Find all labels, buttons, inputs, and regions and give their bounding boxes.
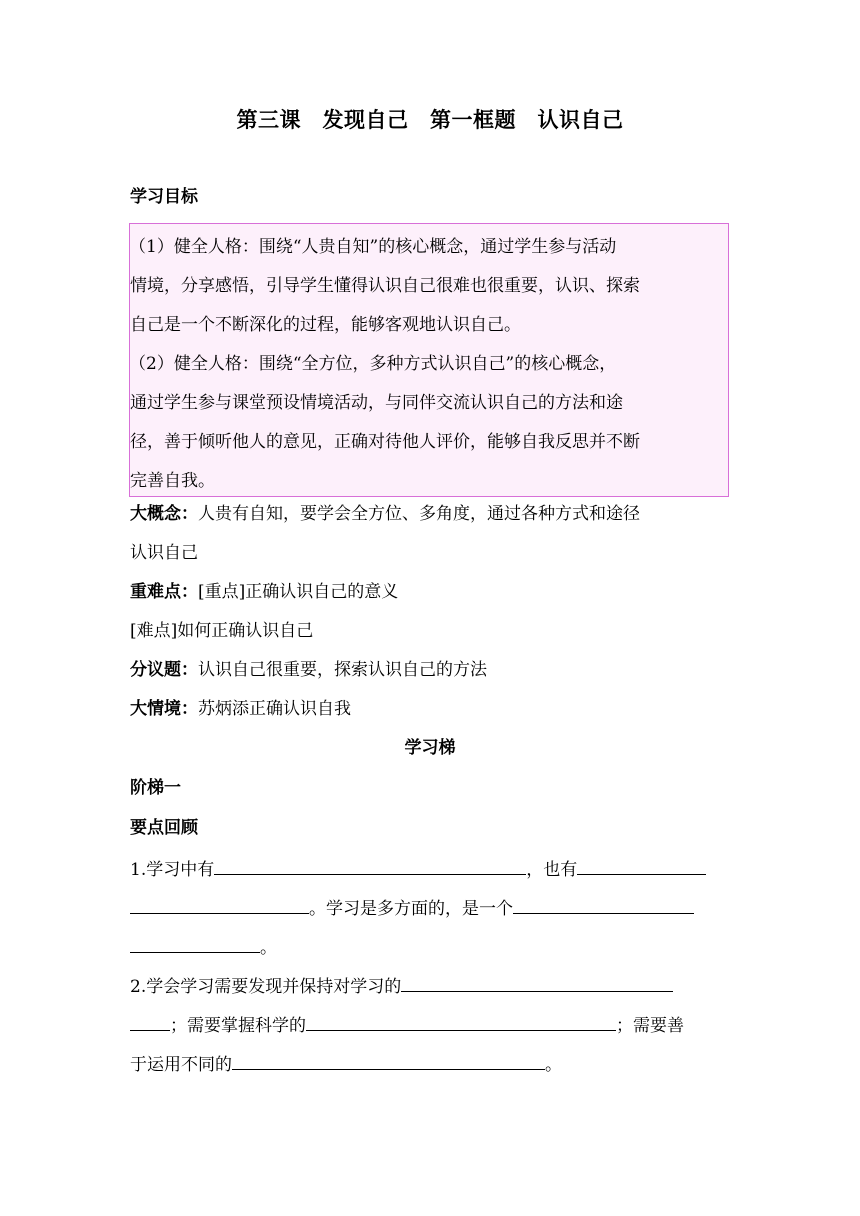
page-title: 第三课 发现自己 第一框题 认识自己: [236, 108, 624, 132]
question-2-text-c: ；需要善: [616, 1016, 684, 1036]
difficult-point-text: [难点]如何正确认识自己: [130, 621, 314, 641]
big-scene-label: 大情境: [130, 699, 181, 719]
big-concept-line-2: 认识自己: [130, 543, 198, 563]
ladder-heading: 学习梯: [404, 738, 456, 758]
question-1-text-b: ，也有: [526, 860, 578, 880]
question-1-line-3: [130, 934, 730, 959]
question-2-line-2: [130, 1012, 730, 1037]
question-1-text-d: 。: [260, 938, 277, 958]
big-scene-colon: ：: [181, 699, 198, 719]
key-points-colon: ：: [181, 582, 198, 602]
objectives-heading: 学习目标: [130, 187, 198, 207]
objective-2-line-3: 径，善于倾听他人的意见，正确对待他人评价，能够自我反思并不断: [130, 432, 640, 452]
big-concept-colon: ：: [181, 504, 198, 524]
objective-1-line-1: （1）健全人格：围绕“人贵自知”的核心概念，通过学生参与活动: [129, 237, 617, 257]
objectives-box: [129, 223, 729, 497]
big-scene-line: [130, 698, 730, 720]
objective-1-line-3: 自己是一个不断深化的过程，能够客观地认识自己。: [130, 315, 521, 335]
question-1-line-1: [130, 856, 730, 881]
question-2-line-1: [130, 973, 730, 998]
question-1-blank-3a[interactable]: [513, 895, 694, 914]
question-2-text-e: 。: [545, 1055, 562, 1075]
sub-topic-label: 分议题: [130, 660, 181, 680]
key-points-line: [130, 581, 730, 603]
question-1-text-c: 。学习是多方面的，是一个: [309, 899, 513, 919]
key-point-text: [重点]正确认识自己的意义: [198, 582, 399, 602]
question-2-line-3: [130, 1051, 730, 1076]
question-1-line-2: [130, 895, 730, 920]
question-1-blank-2a[interactable]: [577, 856, 706, 875]
key-points-label: 重难点: [130, 582, 181, 602]
question-1-blank-3b[interactable]: [130, 934, 260, 953]
sub-topic-text: 认识自己很重要，探索认识自己的方法: [198, 660, 487, 680]
question-2-text-a: 2.学会学习需要发现并保持对学习的: [130, 977, 402, 997]
question-1-text-a: 1.学习中有: [130, 860, 215, 880]
big-concept-text: 人贵有自知，要学会全方位、多角度，通过各种方式和途径: [198, 504, 640, 524]
big-scene-text: 苏炳添正确认识自我: [198, 699, 351, 719]
question-1-blank-1[interactable]: [214, 856, 526, 875]
question-2-text-d: 于运用不同的: [130, 1055, 232, 1075]
question-2-blank-1b[interactable]: [130, 1012, 170, 1031]
big-concept-label: 大概念: [130, 504, 181, 524]
question-2-blank-1a[interactable]: [401, 973, 673, 992]
objective-2-line-2: 通过学生参与课堂预设情境活动，与同伴交流认识自己的方法和途: [130, 393, 623, 413]
objective-2-line-1: （2）健全人格：围绕“全方位，多种方式认识自己”的核心概念，: [129, 354, 617, 374]
review-heading: 要点回顾: [130, 818, 198, 838]
sub-topic-line: [130, 659, 730, 681]
step-one-heading: 阶梯一: [130, 778, 181, 798]
sub-topic-colon: ：: [181, 660, 198, 680]
question-2-text-b: ；需要掌握科学的: [170, 1016, 306, 1036]
big-concept-line-1: [130, 503, 730, 525]
objective-1-line-2: 情境，分享感悟，引导学生懂得认识自己很难也很重要，认识、探索: [130, 276, 640, 296]
question-1-blank-2b[interactable]: [130, 895, 309, 914]
question-2-blank-2[interactable]: [306, 1012, 616, 1031]
objective-2-line-4: 完善自我。: [130, 471, 215, 491]
question-2-blank-3[interactable]: [232, 1051, 545, 1070]
